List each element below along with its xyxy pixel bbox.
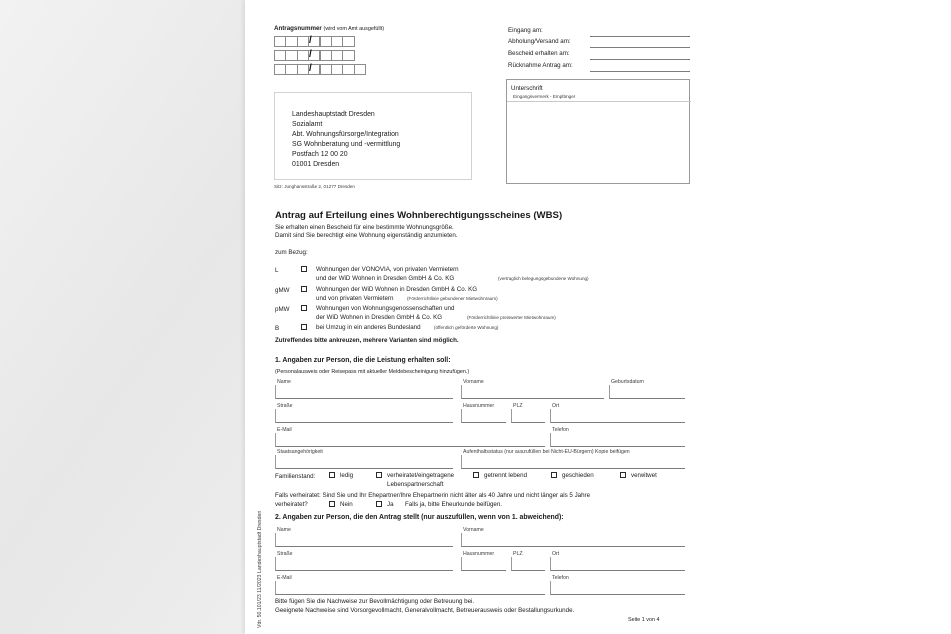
- marital-option-verheiratet: verheiratet/eingetragene: [387, 472, 455, 479]
- signature-label: Unterschrift: [511, 85, 543, 92]
- receipt-label-eingang: Eingang am:: [508, 27, 543, 34]
- field-label: E-Mail: [277, 575, 292, 581]
- app-num-separator-2: /: [309, 49, 312, 60]
- field-label: PLZ: [513, 403, 523, 409]
- field-label: PLZ: [513, 551, 523, 557]
- field-label: Vorname: [463, 527, 484, 533]
- field-input[interactable]: [511, 557, 545, 571]
- receipt-label-abholung: Abholung/Versand am:: [508, 38, 571, 45]
- signature-sublabel: Eingangsvermerk - Empfänger: [513, 94, 576, 99]
- option-code-l: L: [275, 267, 279, 274]
- option-checkbox-gmw[interactable]: [301, 286, 307, 292]
- option-gmw-line-1: Wohnungen der WiD Wohnen in Dresden GmbH & Co. KG: [316, 286, 478, 293]
- option-checkbox-l[interactable]: [301, 266, 307, 272]
- app-num-cell[interactable]: [274, 50, 286, 61]
- option-b-note: (öffentlich geförderte Wohnung): [434, 325, 499, 330]
- field-input[interactable]: [275, 385, 453, 399]
- app-num-cell[interactable]: [342, 36, 354, 47]
- marital-answer-checkbox-ja[interactable]: [376, 501, 382, 507]
- address-line: SG Wohnberatung und -vermittlung: [292, 141, 401, 148]
- marital-option-verwitwet: verwitwet: [631, 472, 657, 479]
- field-label: Straße: [277, 551, 293, 557]
- app-num-cell[interactable]: [320, 64, 332, 75]
- option-pmw-note: (Förderrichtlinie preiswerter Mietwohnraum): [467, 315, 556, 320]
- app-num-cell[interactable]: [320, 50, 332, 61]
- subtitle-line-2: Damit sind Sie berechtigt eine Wohnung eigenständig anzumieten.: [275, 232, 458, 239]
- app-num-cell[interactable]: [285, 64, 297, 75]
- marital-label: Familienstand:: [275, 473, 316, 480]
- form-page: [245, 0, 951, 634]
- marital-checkbox-verwitwet[interactable]: [620, 472, 626, 478]
- app-num-cell[interactable]: [297, 50, 309, 61]
- address-line: Landeshauptstadt Dresden: [292, 111, 375, 118]
- marital-checkbox-geschieden[interactable]: [551, 472, 557, 478]
- application-number-row-2[interactable]: [274, 50, 354, 61]
- field-input[interactable]: [275, 409, 453, 423]
- marital-checkbox-verheiratet[interactable]: [376, 472, 382, 478]
- field-label: Staatsangehörigkeit: [277, 449, 323, 455]
- marital-question-line-2: verheiratet?: [275, 501, 308, 508]
- address-line: 01001 Dresden: [292, 161, 340, 168]
- marital-answer-note: Falls ja, bitte Eheurkunde beifügen.: [405, 501, 502, 508]
- address-window: [274, 92, 472, 180]
- option-gmw-note: (Förderrichtlinie gebundener Mietwohnraum): [407, 296, 498, 301]
- page-number: Seite 1 von 4: [628, 617, 660, 623]
- option-pmw-line-2: der WiD Wohnen in Dresden GmbH & Co. KG: [316, 314, 443, 321]
- field-input[interactable]: [461, 409, 506, 423]
- option-checkbox-b[interactable]: [301, 324, 307, 330]
- address-line: Postfach 12 00 20: [292, 151, 348, 158]
- field-label: Straße: [277, 403, 293, 409]
- marital-option-geschieden: geschieden: [562, 472, 594, 479]
- marital-answer-nein: Nein: [340, 501, 353, 508]
- field-label: Hausnummer: [463, 403, 495, 409]
- app-num-cell[interactable]: [297, 36, 309, 47]
- receipt-rule-4[interactable]: [590, 71, 690, 72]
- app-num-separator-1: /: [309, 35, 312, 46]
- options-hint: Zutreffendes bitte ankreuzen, mehrere Varianten sind möglich.: [275, 337, 459, 344]
- marital-answer-ja: Ja: [387, 501, 394, 508]
- application-number-label: Antragsnummer (wird vom Amt ausgefüllt): [274, 25, 385, 32]
- app-num-separator-3: /: [309, 63, 312, 74]
- address-line: Abt. Wohnungsfürsorge/Integration: [292, 131, 399, 138]
- field-label: Geburtsdatum: [611, 379, 644, 385]
- marital-question-line-1: Falls verheiratet: Sind Sie und Ihr Ehepartner/Ihre Ehepartnerin nicht älter als 40 Jahre und nicht länger als 5 Jahre: [275, 492, 591, 499]
- option-code-gmw: gMW: [275, 287, 290, 294]
- page-title: Antrag auf Erteilung eines Wohnberechtigungsscheines (WBS): [275, 210, 563, 221]
- marital-option-verheiratet-line2: Lebenspartnerschaft: [387, 481, 444, 488]
- field-input[interactable]: [461, 533, 685, 547]
- signature-box[interactable]: [506, 79, 690, 184]
- field-input[interactable]: [275, 433, 545, 447]
- marital-answer-checkbox-nein[interactable]: [329, 501, 335, 507]
- receipt-label-ruecknahme: Rücknahme Antrag am:: [508, 62, 573, 69]
- application-number-note: (wird vom Amt ausgefüllt): [323, 26, 385, 32]
- app-num-cell[interactable]: [274, 64, 286, 75]
- field-input[interactable]: [461, 557, 506, 571]
- field-label: Vorname: [463, 379, 484, 385]
- field-input[interactable]: [275, 581, 545, 595]
- application-number-row-3[interactable]: [274, 64, 365, 75]
- field-input[interactable]: [550, 581, 685, 595]
- option-pmw-line-1: Wohnungen von Wohnungsgenossenschaften und: [316, 305, 455, 312]
- app-num-cell[interactable]: [331, 64, 343, 75]
- section1-heading: 1. Angaben zur Person, die die Leistung erhalten soll:: [275, 357, 451, 364]
- option-l-line-1: Wohnungen der VONOVIA, von privaten Vermietern: [316, 266, 459, 273]
- app-num-cell[interactable]: [285, 36, 297, 47]
- app-num-cell[interactable]: [331, 36, 343, 47]
- option-gmw-line-2: und von privaten Vermietern: [316, 295, 394, 302]
- app-num-cell[interactable]: [342, 64, 354, 75]
- field-label: Hausnummer: [463, 551, 495, 557]
- field-label: E-Mail: [277, 427, 292, 433]
- field-label: Telefon: [552, 427, 569, 433]
- footer-line-1: Bitte fügen Sie die Nachweise zur Bevollmächtigung oder Betreuung bei.: [275, 598, 475, 605]
- field-input[interactable]: [461, 385, 604, 399]
- option-code-pmw: pMW: [275, 306, 290, 313]
- receipt-rule-2[interactable]: [590, 47, 690, 48]
- app-num-cell[interactable]: [331, 50, 343, 61]
- receipt-label-bescheid: Bescheid erhalten am:: [508, 50, 570, 57]
- subtitle-line-1: Sie erhalten einen Bescheid für eine bestimmte Wohnungsgröße.: [275, 224, 454, 231]
- field-label: Name: [277, 527, 291, 533]
- field-input[interactable]: [275, 455, 453, 469]
- option-l-note: (vertraglich belegungsgebundene Wohnung): [498, 276, 589, 281]
- field-input[interactable]: [461, 455, 685, 469]
- field-input[interactable]: [550, 557, 685, 571]
- marital-option-getrennt: getrennt lebend: [484, 472, 528, 479]
- app-num-cell[interactable]: [274, 36, 286, 47]
- field-label: Telefon: [552, 575, 569, 581]
- field-input[interactable]: [511, 409, 545, 423]
- section2-heading: 2. Angaben zur Person, die den Antrag stellt (nur auszufüllen, wenn von 1. abweichend):: [275, 514, 564, 521]
- option-checkbox-pmw[interactable]: [301, 305, 307, 311]
- purpose-label: zum Bezug:: [275, 249, 308, 256]
- marital-checkbox-ledig[interactable]: [329, 472, 335, 478]
- field-input[interactable]: [275, 557, 453, 571]
- field-label: Ort: [552, 551, 560, 557]
- signature-divider: [507, 101, 691, 102]
- field-input[interactable]: [550, 433, 685, 447]
- app-num-cell[interactable]: [320, 36, 332, 47]
- option-b-line-1: bei Umzug in ein anderes Bundesland: [316, 324, 421, 331]
- receipt-rule-1[interactable]: [590, 36, 690, 37]
- app-num-cell[interactable]: [354, 64, 366, 75]
- field-input[interactable]: [550, 409, 685, 423]
- app-num-cell[interactable]: [297, 64, 309, 75]
- field-label: Aufenthaltsstatus (nur auszufüllen bei Nicht-EU-Bürgern) Kopie beifügen: [463, 449, 630, 455]
- field-input[interactable]: [609, 385, 685, 399]
- application-number-row-1[interactable]: [274, 36, 354, 47]
- marital-option-ledig: ledig: [340, 472, 354, 479]
- receipt-rule-3[interactable]: [590, 59, 690, 60]
- app-num-cell[interactable]: [342, 50, 354, 61]
- option-code-b: B: [275, 325, 280, 332]
- section1-note: (Personalausweis oder Reisepass mit aktueller Meldebescheinigung hinzufügen.): [275, 369, 470, 375]
- app-num-cell[interactable]: [285, 50, 297, 61]
- field-label: Name: [277, 379, 291, 385]
- marital-checkbox-getrennt[interactable]: [473, 472, 479, 478]
- footer-line-2: Geeignete Nachweise sind Vorsorgevollmacht, Generalvollmacht, Betreuerausweis oder Bestallungsurkunde.: [275, 607, 575, 614]
- option-l-line-2: und der WiD Wohnen in Dresden GmbH & Co. KG: [316, 275, 455, 282]
- margin-imprint: Vdr. 50.101/23 11/2023 Landeshauptstadt Dresden: [257, 510, 263, 628]
- address-footnote: Sitz: Junghansstraße 2, 01277 Dresden: [274, 184, 355, 189]
- field-label: Ort: [552, 403, 560, 409]
- field-input[interactable]: [275, 533, 453, 547]
- address-line: Sozialamt: [292, 121, 323, 128]
